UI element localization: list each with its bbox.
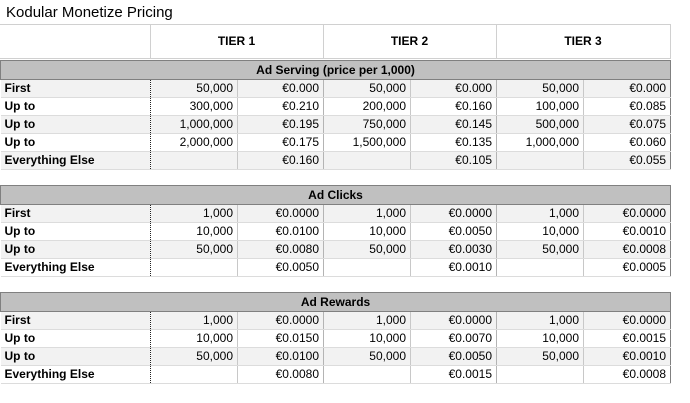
price-cell: €0.0050 xyxy=(411,223,497,241)
table-row xyxy=(1,116,671,134)
price-cell: €0.0000 xyxy=(238,205,324,223)
threshold-cell: 50,000 xyxy=(497,348,584,366)
header-blank-cell xyxy=(0,25,150,59)
threshold-cell xyxy=(324,152,411,170)
ad-rewards-table xyxy=(0,292,671,384)
threshold-cell: 50,000 xyxy=(324,348,411,366)
threshold-cell: 1,000 xyxy=(151,205,238,223)
threshold-cell: 200,000 xyxy=(324,98,411,116)
threshold-cell xyxy=(497,152,584,170)
threshold-cell: 10,000 xyxy=(324,330,411,348)
row-label: Up to xyxy=(1,98,151,116)
price-cell: €0.055 xyxy=(584,152,671,170)
threshold-cell xyxy=(151,366,238,384)
price-cell: €0.085 xyxy=(584,98,671,116)
row-label: First xyxy=(1,205,151,223)
price-cell: €0.175 xyxy=(238,134,324,152)
row-label: Everything Else xyxy=(1,152,151,170)
ad-clicks-table xyxy=(0,185,671,277)
threshold-cell: 50,000 xyxy=(497,241,584,259)
threshold-cell: 1,000 xyxy=(151,312,238,330)
table-row xyxy=(1,259,671,277)
table-row xyxy=(1,312,671,330)
price-cell: €0.0008 xyxy=(584,366,671,384)
tier-header xyxy=(0,24,671,59)
price-cell: €0.0010 xyxy=(411,259,497,277)
threshold-cell: 50,000 xyxy=(151,241,238,259)
price-cell: €0.0050 xyxy=(411,348,497,366)
table-row xyxy=(1,366,671,384)
price-cell: €0.060 xyxy=(584,134,671,152)
row-label: Everything Else xyxy=(1,366,151,384)
table-row xyxy=(1,152,671,170)
tier-1-header: TIER 1 xyxy=(150,25,323,59)
table-row xyxy=(1,134,671,152)
threshold-cell: 500,000 xyxy=(497,116,584,134)
threshold-cell xyxy=(151,152,238,170)
threshold-cell xyxy=(324,366,411,384)
table-row xyxy=(1,80,671,98)
row-label: Up to xyxy=(1,348,151,366)
price-cell: €0.0008 xyxy=(584,241,671,259)
table-row xyxy=(1,330,671,348)
price-cell: €0.000 xyxy=(238,80,324,98)
price-cell: €0.0010 xyxy=(584,348,671,366)
table-row xyxy=(1,348,671,366)
threshold-cell xyxy=(151,259,238,277)
price-cell: €0.145 xyxy=(411,116,497,134)
price-cell: €0.0080 xyxy=(238,366,324,384)
price-cell: €0.0000 xyxy=(584,312,671,330)
threshold-cell: 50,000 xyxy=(324,80,411,98)
row-label: Up to xyxy=(1,330,151,348)
section-header-row xyxy=(1,186,671,205)
threshold-cell: 1,000 xyxy=(497,312,584,330)
threshold-cell: 50,000 xyxy=(151,348,238,366)
threshold-cell: 1,000,000 xyxy=(151,116,238,134)
threshold-cell: 300,000 xyxy=(151,98,238,116)
price-cell: €0.0010 xyxy=(584,223,671,241)
price-cell: €0.160 xyxy=(411,98,497,116)
threshold-cell xyxy=(497,366,584,384)
threshold-cell: 1,000 xyxy=(324,205,411,223)
table-row xyxy=(1,205,671,223)
threshold-cell: 50,000 xyxy=(497,80,584,98)
threshold-cell: 50,000 xyxy=(324,241,411,259)
threshold-cell: 50,000 xyxy=(151,80,238,98)
table-row xyxy=(1,223,671,241)
price-cell: €0.0030 xyxy=(411,241,497,259)
price-cell: €0.0015 xyxy=(411,366,497,384)
threshold-cell: 1,000,000 xyxy=(497,134,584,152)
price-cell: €0.0000 xyxy=(411,205,497,223)
threshold-cell: 10,000 xyxy=(151,330,238,348)
section-title: Ad Serving (price per 1,000) xyxy=(1,61,671,80)
row-label: Up to xyxy=(1,134,151,152)
threshold-cell: 100,000 xyxy=(497,98,584,116)
threshold-cell: 10,000 xyxy=(497,223,584,241)
row-label: Up to xyxy=(1,241,151,259)
threshold-cell: 1,000 xyxy=(324,312,411,330)
table-row xyxy=(1,98,671,116)
price-cell: €0.0015 xyxy=(584,330,671,348)
price-cell: €0.0005 xyxy=(584,259,671,277)
price-cell: €0.000 xyxy=(584,80,671,98)
page-title: Kodular Monetize Pricing xyxy=(6,4,173,21)
price-cell: €0.0000 xyxy=(584,205,671,223)
price-cell: €0.0000 xyxy=(411,312,497,330)
threshold-cell: 1,500,000 xyxy=(324,134,411,152)
price-cell: €0.0100 xyxy=(238,223,324,241)
price-cell: €0.075 xyxy=(584,116,671,134)
price-cell: €0.135 xyxy=(411,134,497,152)
threshold-cell: 10,000 xyxy=(151,223,238,241)
row-label: First xyxy=(1,312,151,330)
price-cell: €0.160 xyxy=(238,152,324,170)
section-title: Ad Clicks xyxy=(1,186,671,205)
price-cell: €0.0150 xyxy=(238,330,324,348)
row-label: Up to xyxy=(1,116,151,134)
row-label: First xyxy=(1,80,151,98)
row-label: Up to xyxy=(1,223,151,241)
tier-2-header: TIER 2 xyxy=(323,25,496,59)
price-cell: €0.195 xyxy=(238,116,324,134)
price-cell: €0.105 xyxy=(411,152,497,170)
threshold-cell xyxy=(324,259,411,277)
price-cell: €0.210 xyxy=(238,98,324,116)
price-cell: €0.0100 xyxy=(238,348,324,366)
section-header-row xyxy=(1,61,671,80)
price-cell: €0.0000 xyxy=(238,312,324,330)
threshold-cell: 750,000 xyxy=(324,116,411,134)
threshold-cell xyxy=(497,259,584,277)
section-title: Ad Rewards xyxy=(1,293,671,312)
tier-3-header: TIER 3 xyxy=(496,25,670,59)
threshold-cell: 2,000,000 xyxy=(151,134,238,152)
section-header-row xyxy=(1,293,671,312)
price-cell: €0.000 xyxy=(411,80,497,98)
price-cell: €0.0080 xyxy=(238,241,324,259)
price-cell: €0.0050 xyxy=(238,259,324,277)
threshold-cell: 10,000 xyxy=(324,223,411,241)
table-row xyxy=(1,241,671,259)
ad-serving-table xyxy=(0,60,671,170)
price-cell: €0.0070 xyxy=(411,330,497,348)
threshold-cell: 10,000 xyxy=(497,330,584,348)
threshold-cell: 1,000 xyxy=(497,205,584,223)
tier-header-row xyxy=(0,25,670,59)
row-label: Everything Else xyxy=(1,259,151,277)
